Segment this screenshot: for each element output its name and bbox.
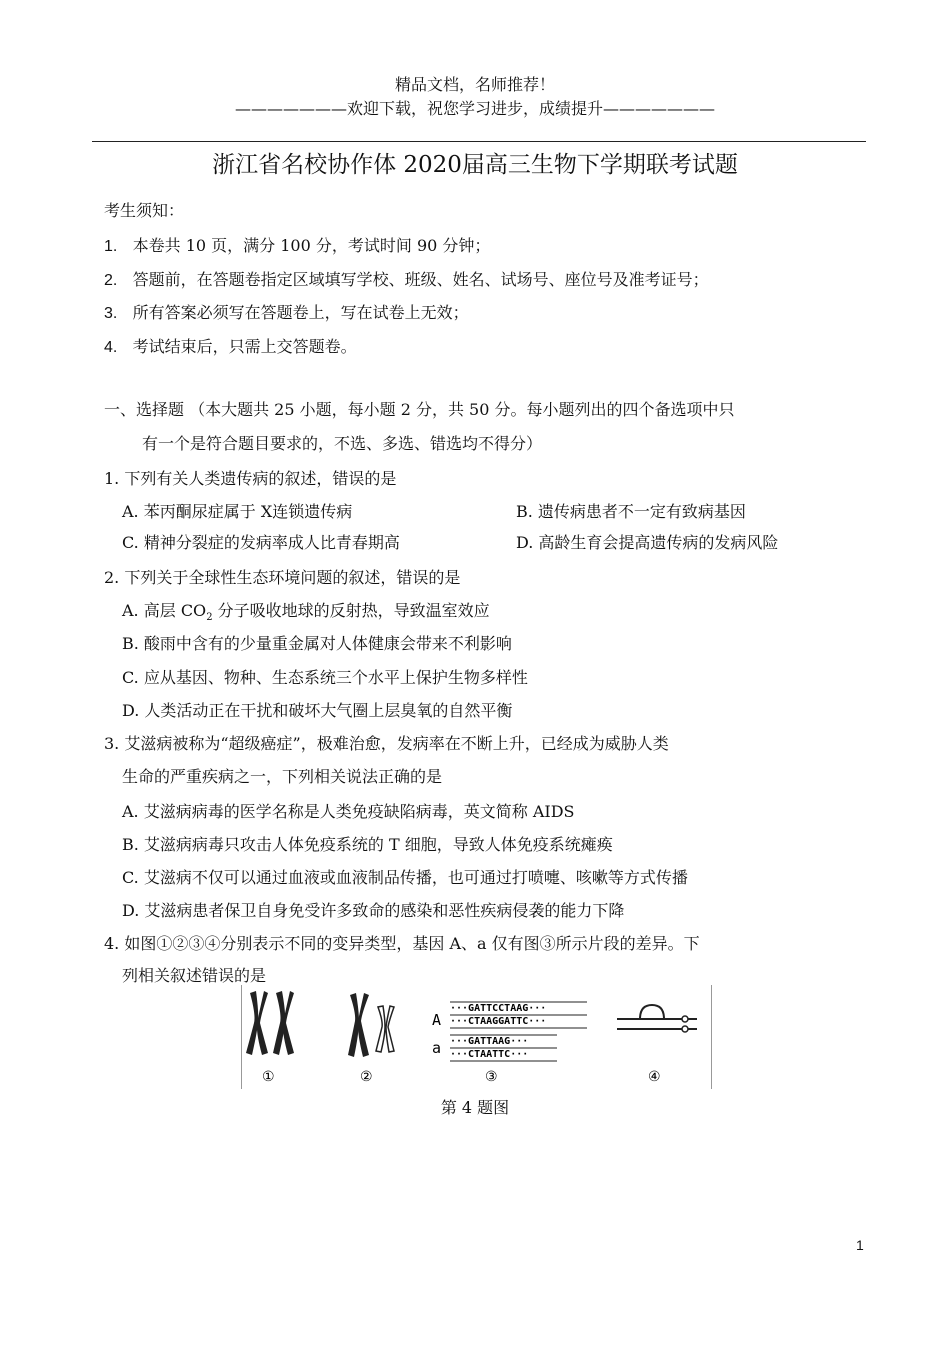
question-2-option-a-suffix: 分子吸收地球的反射热，导致温室效应 [212, 601, 490, 620]
question-3-stem-line-1: 3. 艾滋病被称为“超级癌症”，极难治愈，发病率在不断上升，已经成为威胁人类 [104, 734, 669, 753]
chromosome-pair-1 [246, 991, 294, 1085]
chromosome-pair-2 [348, 993, 394, 1085]
sequence-a-top: ···GATTAAG··· [450, 1036, 529, 1047]
notice-item-text: 本卷共 10 页，满分 100 分，考试时间 90 分钟； [132, 236, 491, 255]
question-2-option-b: B. 酸雨中含有的少量重金属对人体健康会带来不利影响 [122, 634, 512, 653]
chromosome-loop-panel [617, 1005, 697, 1085]
figure-label-3: ③ [485, 1069, 498, 1085]
question-1-option-b: B. 遗传病患者不一定有致病基因 [516, 502, 746, 521]
notice-item [104, 300, 469, 323]
header-line-1: 精品文档，名师推荐！ [394, 75, 555, 94]
question-1-option-a: A. 苯丙酮尿症属于 X连锁遗传病 [122, 502, 353, 521]
question-4-stem-line-1: 4. 如图①②③④分别表示不同的变异类型，基因 A、a 仅有图③所示片段的差异。下 [104, 934, 700, 953]
notice-item-text: 所有答案必须写在答题卷上，写在试卷上无效； [132, 303, 469, 322]
exam-title: 浙江省名校协作体 2020届高三生物下学期联考试题 [212, 152, 738, 178]
question-2-option-a-prefix: A. 高层 CO [122, 601, 207, 620]
notice-item-text: 答题前，在答题卷指定区域填写学校、班级、姓名、试场号、座位号及准考证号； [132, 270, 709, 289]
sequence-A-top: ···GATTCCTAAG··· [450, 1003, 547, 1014]
question-2-stem: 2. 下列关于全球性生态环境问题的叙述，错误的是 [104, 568, 461, 587]
notice-item-number: 2. [104, 272, 118, 289]
question-3-stem-line-2: 生命的严重疾病之一，下列相关说法正确的是 [122, 767, 443, 786]
question-4-stem-line-2: 列相关叙述错误的是 [122, 966, 267, 985]
question-2-option-c: C. 应从基因、物种、生态系统三个水平上保护生物多样性 [122, 668, 528, 687]
figure-label-1: ① [262, 1069, 275, 1085]
sequence-A-bottom: ···CTAAGGATTC··· [450, 1016, 547, 1027]
sequence-a-bottom: ···CTAATTC··· [450, 1049, 529, 1060]
notice-item [104, 267, 709, 290]
question-3-option-c: C. 艾滋病不仅可以通过血液或血液制品传播，也可通过打喷嚏、咳嗽等方式传播 [122, 868, 688, 887]
question-1-option-c: C. 精神分裂症的发病率成人比青春期高 [122, 533, 400, 552]
notice-item [104, 334, 357, 357]
question-2-option-d: D. 人类活动正在干扰和破坏大气圈上层臭氧的自然平衡 [122, 701, 513, 720]
question-3-option-b: B. 艾滋病病毒只攻击人体免疫系统的 T 细胞，导致人体免疫系统瘫痪 [122, 835, 613, 854]
notice-item-number: 1. [104, 238, 118, 255]
dna-sequence-panel [432, 1002, 587, 1085]
header-divider [92, 141, 866, 142]
question-2-option-a [122, 598, 490, 623]
header-line-2: ———————欢迎下载，祝您学习进步，成绩提升——————— [234, 99, 715, 118]
co2-subscript: 2 [206, 612, 213, 624]
page-number: 1 [856, 1237, 864, 1253]
notice-item [104, 233, 490, 256]
notice-heading: 考生须知： [104, 201, 185, 220]
question-1-option-d: D. 高龄生育会提高遗传病的发病风险 [516, 533, 779, 552]
section-heading-line-2: 有一个是符合题目要求的，不选、多选、错选均不得分） [142, 434, 543, 453]
figure-caption: 第 4 题图 [440, 1098, 510, 1117]
question-1-stem: 1. 下列有关人类遗传病的叙述，错误的是 [104, 469, 397, 488]
notice-item-number: 4. [104, 339, 118, 356]
question-3-option-a: A. 艾滋病病毒的医学名称是人类免疫缺陷病毒，英文简称 AIDS [122, 802, 575, 821]
question-3-option-d: D. 艾滋病患者保卫自身免受许多致命的感染和恶性疾病侵袭的能力下降 [122, 901, 625, 920]
figure-label-2: ② [360, 1069, 373, 1085]
question-4-figure [241, 985, 712, 1089]
figure-label-4: ④ [648, 1069, 661, 1085]
variation-diagram [242, 985, 711, 1089]
notice-item-number: 3. [104, 305, 118, 322]
allele-a-label: a [432, 1039, 442, 1057]
allele-A-label: A [432, 1011, 442, 1029]
notice-item-text: 考试结束后，只需上交答题卷。 [132, 337, 357, 356]
section-heading-line-1: 一、选择题 （本大题共 25 小题，每小题 2 分，共 50 分。每小题列出的四个备选项中只 [104, 400, 735, 419]
